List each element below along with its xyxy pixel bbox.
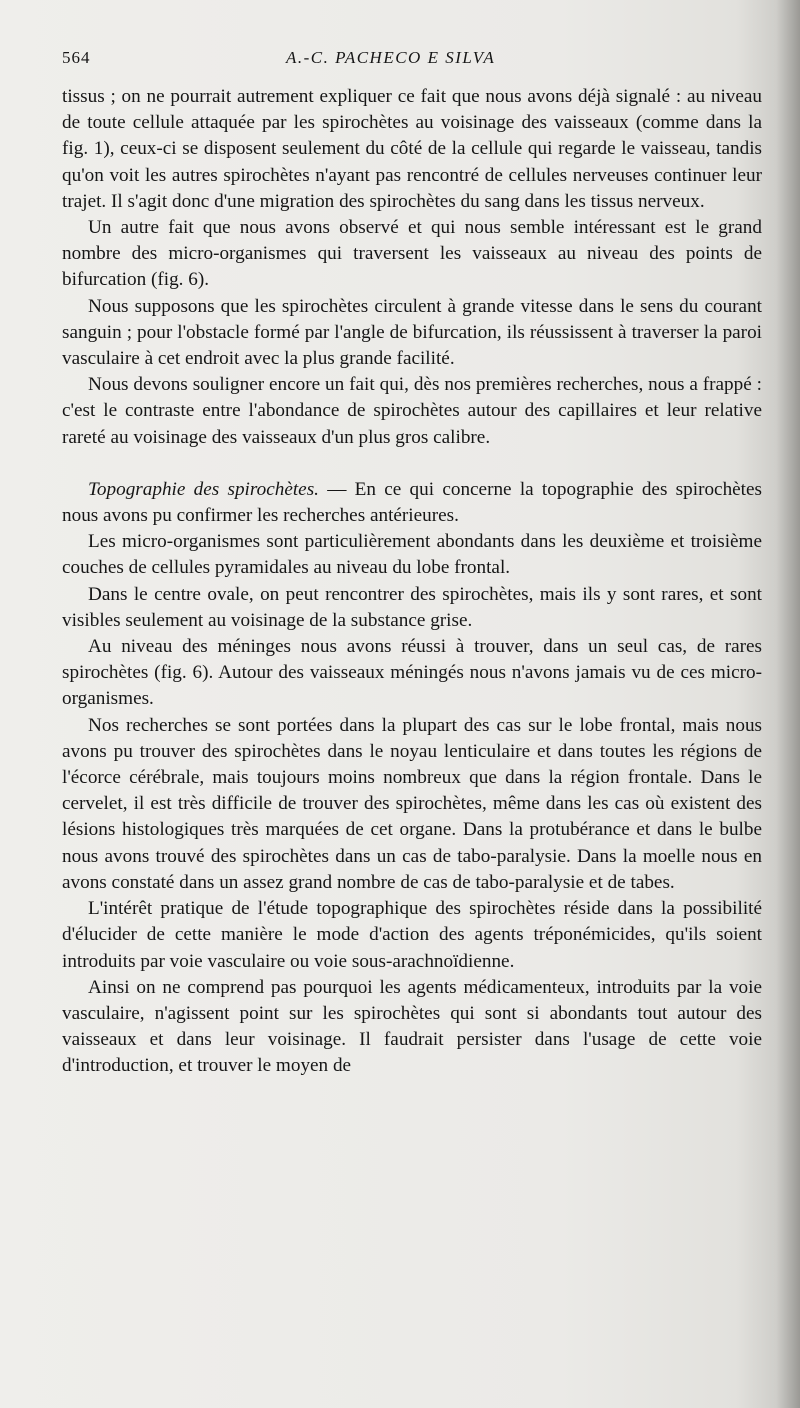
paragraph: Les micro-organismes sont particulièrement abondants dans les deuxième et troisième couches de cellules pyramidales au niveau du lobe frontal. [62,531,762,579]
running-header [62,48,760,72]
section-paragraph [62,477,762,529]
paragraph: Nos recherches se sont portées dans la plupart des cas sur le lobe frontal, mais nous avons pu trouver des spirochètes dans le noyau lenticulaire et dans toutes les régions de l'écorce cérébrale, mais toujours moins nombreux que dans la région frontale. Dans le cervelet, il est très difficile de trouver des spirochètes, même dans les cas où existent des lésions histologiques très marquées de cet organe. Dans la protubérance et dans le bulbe nous avons trouvé des spirochètes dans un cas de tabo-paralysie. Dans la moelle nous en avons constaté dans un assez grand nombre de cas de tabo-paralysie et de tabes. [62,714,762,893]
body-text [62,84,762,1080]
section-title: Topographie des spirochètes. [88,478,319,500]
paragraph: Nous supposons que les spirochètes circulent à grande vitesse dans le sens du courant sanguin ; pour l'obstacle formé par l'angle de bifurcation, ils réussissent à traverser la paroi vasculaire à cet endroit avec la plus grande facilité. [62,295,762,370]
paragraph: Dans le centre ovale, on peut rencontrer des spirochètes, mais ils y sont rares, et sont visibles seulement au voisinage de la substance grise. [62,583,762,631]
paragraph: L'intérêt pratique de l'étude topographique des spirochètes réside dans la possibilité d'élucider de cette manière le mode d'action des agents tréponémicides, qu'ils soient introduits par voie vasculaire ou voie sous-arachnoïdienne. [62,898,762,972]
paragraph: Nous devons souligner encore un fait qui, dès nos premières recherches, nous a frappé : c'est le contraste entre l'abondance de spirochètes autour des capillaires et leur relative rareté au voisinage des vaisseaux d'un plus gros calibre. [62,374,762,448]
running-title: A.-C. PACHECO E SILVA [286,48,496,67]
paragraph: Au niveau des méninges nous avons réussi à trouver, dans un seul cas, de rares spirochètes (fig. 6). Autour des vaisseaux méningés nous n'avons jamais vu de ces micro-organismes. [62,636,762,710]
page-number: 564 [62,48,91,67]
section-intro: — En ce qui concerne la topographie des spirochètes nous avons pu confirmer les recherches antérieures. [62,478,762,527]
paragraph-continuation: tissus ; on ne pourrait autrement expliquer ce fait que nous avons déjà signalé : au niveau de toute cellule attaquée par les spirochètes au voisinage des vaisseaux (comme dans la fig. 1), ceux-ci se disposent seulement du côté de la cellule qui regarde le vaisseau, tandis qu'on voit les autres spirochètes n'ayant pas rencontré de cellules nerveuses continuer leur trajet. Il s'agit donc d'une migration des spirochètes du sang dans les tissus nerveux. [62,86,762,212]
paragraph: Un autre fait que nous avons observé et qui nous semble intéressant est le grand nombre des micro-organismes qui traversent les vaisseaux au niveau des points de bifurcation (fig. 6). [62,217,762,291]
paragraph: Ainsi on ne comprend pas pourquoi les agents médicamenteux, introduits par la voie vasculaire, n'agissent point sur les spirochètes qui sont si abondants tout autour des vaisseaux et dans leur voisinage. Il faudrait persister dans l'usage de cette voie d'introduction, et trouver le moyen de [62,976,762,1077]
